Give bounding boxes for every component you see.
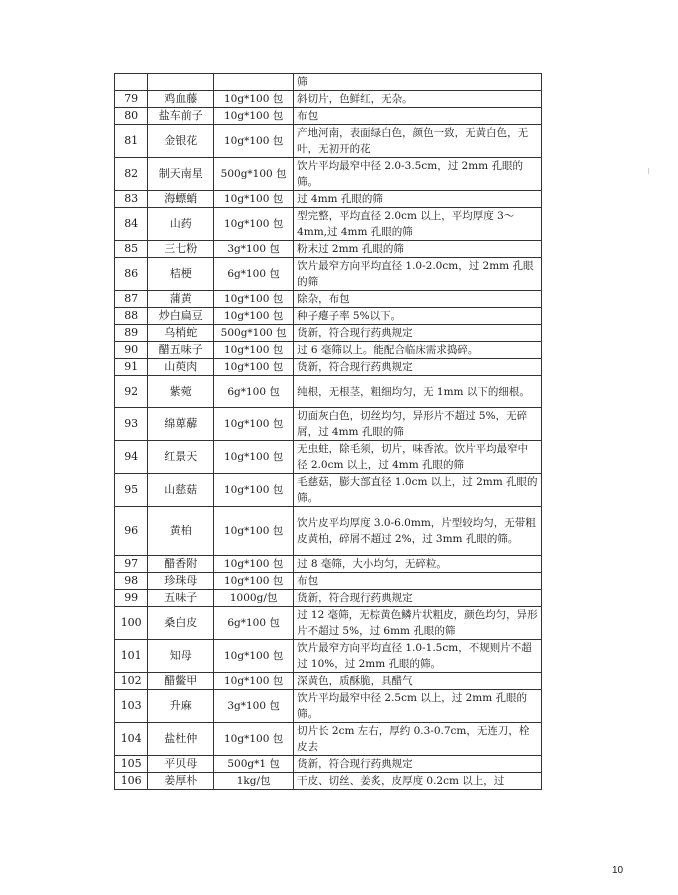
package-spec-cell: 10g*100 包 xyxy=(214,640,294,673)
table-row xyxy=(115,258,542,291)
herb-name-cell: 鸡血藤 xyxy=(148,91,214,108)
package-spec-cell: 10g*100 包 xyxy=(214,441,294,474)
package-spec-cell xyxy=(214,74,294,91)
table-row xyxy=(115,241,542,258)
package-spec-cell: 10g*100 包 xyxy=(214,342,294,359)
table-row xyxy=(115,125,542,158)
herb-name-cell: 紫菀 xyxy=(148,376,214,408)
table-row xyxy=(115,441,542,474)
table-row xyxy=(115,191,542,208)
table-row xyxy=(115,308,542,325)
row-number-cell xyxy=(115,74,148,91)
row-number-cell: 80 xyxy=(115,108,148,125)
herb-spec-table xyxy=(114,73,542,790)
table-row xyxy=(115,474,542,507)
herb-name-cell: 乌梢蛇 xyxy=(148,325,214,342)
package-spec-cell: 500g*100 包 xyxy=(214,158,294,191)
herb-name-cell: 山萸肉 xyxy=(148,359,214,376)
package-spec-cell: 10g*100 包 xyxy=(214,507,294,556)
quality-requirement-cell: 饮片平均最窄中径 2.5cm 以上，过 2mm 孔眼的筛。 xyxy=(294,690,542,723)
package-spec-cell: 10g*100 包 xyxy=(214,359,294,376)
package-spec-cell: 10g*100 包 xyxy=(214,191,294,208)
package-spec-cell: 10g*100 包 xyxy=(214,573,294,590)
herb-name-cell: 醋香附 xyxy=(148,556,214,573)
table-row xyxy=(115,208,542,241)
herb-name-cell: 山慈菇 xyxy=(148,474,214,507)
herb-name-cell: 海螵蛸 xyxy=(148,191,214,208)
table-row xyxy=(115,590,542,607)
row-number-cell: 100 xyxy=(115,607,148,640)
row-number-cell: 83 xyxy=(115,191,148,208)
quality-requirement-cell: 饮片最窄方向平均直径 1.0-1.5cm，不规则片不超过 10%，过 2mm 孔眼的筛。 xyxy=(294,640,542,673)
table-row xyxy=(115,74,542,91)
row-number-cell: 101 xyxy=(115,640,148,673)
table-row xyxy=(115,291,542,308)
table-row xyxy=(115,91,542,108)
quality-requirement-cell: 无虫蛀，除毛须，切片，味香浓。饮片平均最窄中径 2.0cm 以上，过 4mm 孔眼的筛 xyxy=(294,441,542,474)
herb-name-cell: 盐杜仲 xyxy=(148,723,214,756)
quality-requirement-cell: 过 12 毫筛，无棕黄色鳞片状粗皮，颜色均匀，异形片不超过 5%，过 6mm 孔眼的筛 xyxy=(294,607,542,640)
package-spec-cell: 6g*100 包 xyxy=(214,607,294,640)
package-spec-cell: 10g*100 包 xyxy=(214,125,294,158)
package-spec-cell: 10g*100 包 xyxy=(214,474,294,507)
package-spec-cell: 10g*100 包 xyxy=(214,556,294,573)
table-row xyxy=(115,773,542,790)
quality-requirement-cell: 布包 xyxy=(294,108,542,125)
quality-requirement-cell: 切片长 2cm 左右，厚约 0.3-0.7cm，无连刀，栓皮去 xyxy=(294,723,542,756)
package-spec-cell: 10g*100 包 xyxy=(214,673,294,690)
table-row xyxy=(115,640,542,673)
quality-requirement-cell: 筛 xyxy=(294,74,542,91)
row-number-cell: 94 xyxy=(115,441,148,474)
quality-requirement-cell: 干皮、切丝、姜炙，皮厚度 0.2cm 以上，过 xyxy=(294,773,542,790)
herb-name-cell: 炒白扁豆 xyxy=(148,308,214,325)
quality-requirement-cell: 货新，符合现行药典规定 xyxy=(294,756,542,773)
herb-name-cell: 珍珠母 xyxy=(148,573,214,590)
table-row xyxy=(115,556,542,573)
herb-name-cell: 醋鳖甲 xyxy=(148,673,214,690)
table-row xyxy=(115,108,542,125)
herb-name-cell xyxy=(148,74,214,91)
herb-name-cell: 桔梗 xyxy=(148,258,214,291)
package-spec-cell: 500g*100 包 xyxy=(214,325,294,342)
row-number-cell: 103 xyxy=(115,690,148,723)
quality-requirement-cell: 斜切片，色鲜红，无杂。 xyxy=(294,91,542,108)
table-row xyxy=(115,673,542,690)
herb-name-cell: 制天南星 xyxy=(148,158,214,191)
row-number-cell: 87 xyxy=(115,291,148,308)
row-number-cell: 93 xyxy=(115,408,148,441)
row-number-cell: 85 xyxy=(115,241,148,258)
row-number-cell: 81 xyxy=(115,125,148,158)
package-spec-cell: 1kg/包 xyxy=(214,773,294,790)
row-number-cell: 97 xyxy=(115,556,148,573)
quality-requirement-cell: 粉末过 2mm 孔眼的筛 xyxy=(294,241,542,258)
quality-requirement-cell: 饮片平均最窄中径 2.0-3.5cm，过 2mm 孔眼的筛。 xyxy=(294,158,542,191)
herb-name-cell: 升麻 xyxy=(148,690,214,723)
package-spec-cell: 10g*100 包 xyxy=(214,308,294,325)
row-number-cell: 106 xyxy=(115,773,148,790)
quality-requirement-cell: 货新，符合现行药典规定 xyxy=(294,325,542,342)
package-spec-cell: 500g*1 包 xyxy=(214,756,294,773)
package-spec-cell: 3g*100 包 xyxy=(214,241,294,258)
quality-requirement-cell: 切面灰白色，切丝均匀，异形片不超过 5%，无碎屑，过 4mm 孔眼的筛 xyxy=(294,408,542,441)
herb-name-cell: 姜厚朴 xyxy=(148,773,214,790)
herb-name-cell: 平贝母 xyxy=(148,756,214,773)
herb-name-cell: 醋五味子 xyxy=(148,342,214,359)
quality-requirement-cell: 型完整，平均直径 2.0cm 以上，平均厚度 3～4mm,过 4mm 孔眼的筛 xyxy=(294,208,542,241)
row-number-cell: 79 xyxy=(115,91,148,108)
row-number-cell: 104 xyxy=(115,723,148,756)
table-row xyxy=(115,723,542,756)
quality-requirement-cell: 过 4mm 孔眼的筛 xyxy=(294,191,542,208)
table-row xyxy=(115,342,542,359)
quality-requirement-cell: 饮片皮平均厚度 3.0-6.0mm，片型较均匀，无带粗皮黄柏，碎屑不超过 2%，过 3mm 孔眼的筛。 xyxy=(294,507,542,556)
quality-requirement-cell: 过 6 毫筛以上。能配合临床需求捣碎。 xyxy=(294,342,542,359)
quality-requirement-cell: 布包 xyxy=(294,573,542,590)
table-row xyxy=(115,325,542,342)
row-number-cell: 84 xyxy=(115,208,148,241)
quality-requirement-cell: 过 8 毫筛，大小均匀，无碎粒。 xyxy=(294,556,542,573)
quality-requirement-cell: 种子瘪子率 5%以下。 xyxy=(294,308,542,325)
herb-name-cell: 黄柏 xyxy=(148,507,214,556)
package-spec-cell: 6g*100 包 xyxy=(214,258,294,291)
package-spec-cell: 6g*100 包 xyxy=(214,376,294,408)
herb-name-cell: 绵萆薢 xyxy=(148,408,214,441)
row-number-cell: 86 xyxy=(115,258,148,291)
table-row xyxy=(115,507,542,556)
row-number-cell: 99 xyxy=(115,590,148,607)
package-spec-cell: 10g*100 包 xyxy=(214,723,294,756)
package-spec-cell: 10g*100 包 xyxy=(214,108,294,125)
table-row xyxy=(115,376,542,408)
table-body xyxy=(115,74,542,790)
package-spec-cell: 1000g/包 xyxy=(214,590,294,607)
herb-name-cell: 三七粉 xyxy=(148,241,214,258)
herb-name-cell: 山药 xyxy=(148,208,214,241)
quality-requirement-cell: 饮片最窄方向平均直径 1.0-2.0cm，过 2mm 孔眼的筛 xyxy=(294,258,542,291)
herb-name-cell: 桑白皮 xyxy=(148,607,214,640)
package-spec-cell: 10g*100 包 xyxy=(214,208,294,241)
row-number-cell: 105 xyxy=(115,756,148,773)
herb-name-cell: 盐车前子 xyxy=(148,108,214,125)
scan-mark xyxy=(648,168,649,174)
package-spec-cell: 10g*100 包 xyxy=(214,91,294,108)
package-spec-cell: 3g*100 包 xyxy=(214,690,294,723)
row-number-cell: 91 xyxy=(115,359,148,376)
row-number-cell: 98 xyxy=(115,573,148,590)
quality-requirement-cell: 深黄色，质酥脆，具醋气 xyxy=(294,673,542,690)
row-number-cell: 92 xyxy=(115,376,148,408)
herb-name-cell: 金银花 xyxy=(148,125,214,158)
quality-requirement-cell: 货新，符合现行药典规定 xyxy=(294,359,542,376)
quality-requirement-cell: 毛慈菇，膨大部直径 1.0cm 以上，过 2mm 孔眼的筛。 xyxy=(294,474,542,507)
row-number-cell: 90 xyxy=(115,342,148,359)
table-row xyxy=(115,573,542,590)
table-row xyxy=(115,408,542,441)
row-number-cell: 96 xyxy=(115,507,148,556)
table-row xyxy=(115,607,542,640)
herb-name-cell: 蒲黄 xyxy=(148,291,214,308)
row-number-cell: 95 xyxy=(115,474,148,507)
table-row xyxy=(115,359,542,376)
table-row xyxy=(115,158,542,191)
herb-name-cell: 五味子 xyxy=(148,590,214,607)
quality-requirement-cell: 除杂，布包 xyxy=(294,291,542,308)
row-number-cell: 102 xyxy=(115,673,148,690)
row-number-cell: 88 xyxy=(115,308,148,325)
herb-name-cell: 知母 xyxy=(148,640,214,673)
table-row xyxy=(115,690,542,723)
page-number: 10 xyxy=(612,865,624,876)
quality-requirement-cell: 货新，符合现行药典规定 xyxy=(294,590,542,607)
row-number-cell: 89 xyxy=(115,325,148,342)
package-spec-cell: 10g*100 包 xyxy=(214,291,294,308)
herb-name-cell: 红景天 xyxy=(148,441,214,474)
quality-requirement-cell: 产地河南，表面绿白色，颜色一致，无黄白色，无叶，无初开的花 xyxy=(294,125,542,158)
package-spec-cell: 10g*100 包 xyxy=(214,408,294,441)
row-number-cell: 82 xyxy=(115,158,148,191)
table-row xyxy=(115,756,542,773)
quality-requirement-cell: 纯根，无根茎，粗细均匀，无 1mm 以下的细根。 xyxy=(294,376,542,408)
